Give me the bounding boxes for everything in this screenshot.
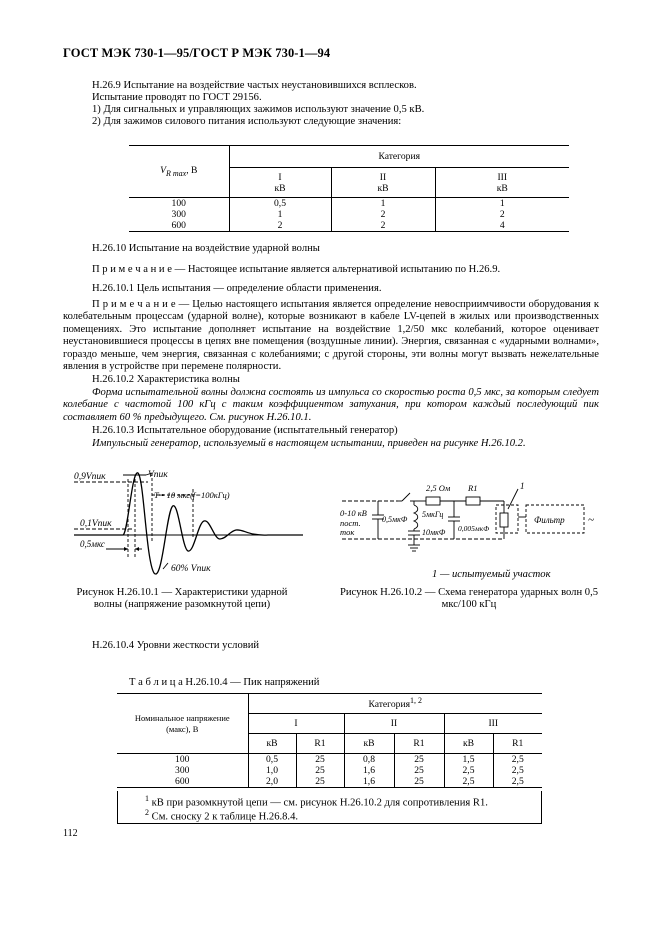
table2-subcol: R1: [394, 734, 444, 754]
note-2: П р и м е ч а н и е — Целью настоящего испытания является определение невосприимчивости оборудования к колебательным процессам (ударной волне), которые возникают в кабеле LV-цепей в жилых или производственных помещениях. Это испытание дополняет испытание на воздействие 1,2/50 мкс колебаний, которое оценивает неустановившиеся процессы в цепях вне помещения (воздушные линии). Энергия, связанная с «ударными волнами», гораздо меньше, чем энергия, связанная с колебаниями; с другой стороны, эти волны могут вызвать нежелательные явления в устройстве при перемене полярности.: [63, 299, 599, 373]
table-row: 300 1 2 2: [129, 209, 569, 220]
table2-title: Т а б л и ц а Н.26.10.4 — Пик напряжений: [129, 677, 320, 688]
table-row: 600 2,0 25 1,6 25 2,5 2,5: [117, 776, 542, 788]
table-row: 100 0,5 1 1: [129, 198, 569, 210]
figure-2-legend: 1 — испытуемый участок: [432, 569, 551, 580]
v-60-label: 60% Vпик: [171, 564, 211, 574]
period-label: T= 10 мкс(f=100кГц): [154, 490, 230, 500]
page-header: ГОСТ МЭК 730-1—95/ГОСТ Р МЭК 730-1—94: [63, 46, 331, 60]
table2-subcol: кВ: [444, 734, 493, 754]
table-row: 100 0,5 25 0,8 25 1,5 2,5: [117, 754, 542, 766]
table2-subcol: R1: [512, 738, 524, 749]
generator-circuit-figure: [336, 465, 601, 565]
table1-category-header: Категория: [229, 146, 569, 168]
note-1: П р и м е ч а н и е — Настоящее испытание является альтернативой испытанию по Н.26.9.: [92, 264, 501, 275]
section-h2610-title: Н.26.10 Испытание на воздействие ударной волны: [92, 243, 320, 254]
dut-marker: 1: [520, 481, 525, 491]
table2-subcol: кВ: [344, 734, 394, 754]
table-row: 600 2 2 4: [129, 220, 569, 232]
peak-voltage-table: [117, 693, 542, 788]
table2-footnotes: [117, 791, 542, 824]
footnote-2: $^2$ См. сноску 2 к таблице Н.26.8.4.: [145, 808, 299, 823]
source-dc-label: пост.: [340, 518, 361, 528]
filter-label: Фильтр: [534, 515, 565, 525]
table1-col-header: II кВ: [331, 168, 435, 198]
table1-col-header: I кВ: [229, 168, 331, 198]
v-01-label: 0,1Vпик: [80, 519, 112, 529]
ac-symbol: ~: [588, 514, 594, 526]
figure-1-caption: Рисунок Н.26.10.1 — Характеристики ударной волны (напряжение разомкнутой цепи): [76, 587, 288, 610]
inductor-label: 5мкГц: [422, 510, 444, 519]
section-h2609-line2: 1) Для сигнальных и управляющих зажимов используют значение 0,5 кВ.: [92, 104, 425, 115]
table1-col-header: III кВ: [496, 171, 508, 194]
series-resistor-label: 2,5 Ом: [426, 483, 451, 493]
table2-group-header: I: [248, 714, 344, 734]
table2-subcol: R1: [296, 734, 344, 754]
wave-description: Форма испытательной волны должна состоять из импульса со скоростью роста 0,5 мкс, за которым следует колебание с частотой 100 кГц с таким коэффициентом затухания, при котором каждый последующий пик составляет 60 % предыдущего. См. рисунок Н.26.10.1.: [63, 387, 599, 423]
r1-label: R1: [468, 483, 478, 493]
section-h26102: Н.26.10.2 Характеристика волны: [92, 374, 240, 385]
section-h261004: Н.26.10.4 Уровни жесткости условий: [92, 640, 260, 651]
table2-subcol: кВ: [248, 734, 296, 754]
c2-label: 10мкФ: [422, 528, 446, 537]
footnote-1: $^1$ кВ при разомкнутой цепи — см. рисунок Н.26.10.2 для сопротивления R1.: [145, 794, 488, 809]
generator-description: Импульсный генератор, используемый в настоящем испытании, приведен на рисунке Н.26.10.2.: [92, 438, 526, 449]
section-h26103: Н.26.10.3 Испытательное оборудование (испытательный генератор): [92, 425, 398, 436]
voltage-table: [129, 145, 569, 232]
c1-label: 0,5мкФ: [382, 515, 408, 524]
section-h2609-line3: 2) Для зажимов силового питания используют следующие значения:: [92, 116, 402, 127]
rise-time-label: 0,5мкс: [80, 539, 105, 549]
section-h2609-line1: Испытание проводят по ГОСТ 29156.: [92, 92, 262, 103]
v-09-label: 0,9Vпик: [74, 472, 106, 482]
source-voltage-label: 0-10 кВ: [340, 508, 367, 518]
table2-group-header: III: [444, 714, 542, 734]
c3-label: 0,005мкФ: [458, 524, 490, 533]
table2-row-header: Номинальное напряжение (макс), В: [117, 694, 248, 754]
table-row: 300 1,0 25 1,6 25 2,5 2,5: [117, 765, 542, 776]
wave-characteristics-figure: [68, 465, 320, 585]
figure-2-caption: Рисунок Н.26.10.2 — Схема генератора ударных волн 0,5 мкс/100 кГц: [339, 587, 599, 610]
page-number: 112: [63, 828, 78, 839]
table1-row-header: $V_{R max}$, В: [129, 146, 229, 198]
section-h2609-title: Н.26.9 Испытание на воздействие частых неустановившихся всплесков.: [92, 80, 417, 91]
section-h26101: Н.26.10.1 Цель испытания — определение области применения.: [92, 283, 382, 294]
table2-group-header: II: [344, 714, 444, 734]
source-current-label: ток: [340, 527, 355, 537]
v-peak-label: Vпик: [148, 470, 168, 480]
table2-category-header: Категория$^{1, 2}$: [248, 694, 542, 714]
